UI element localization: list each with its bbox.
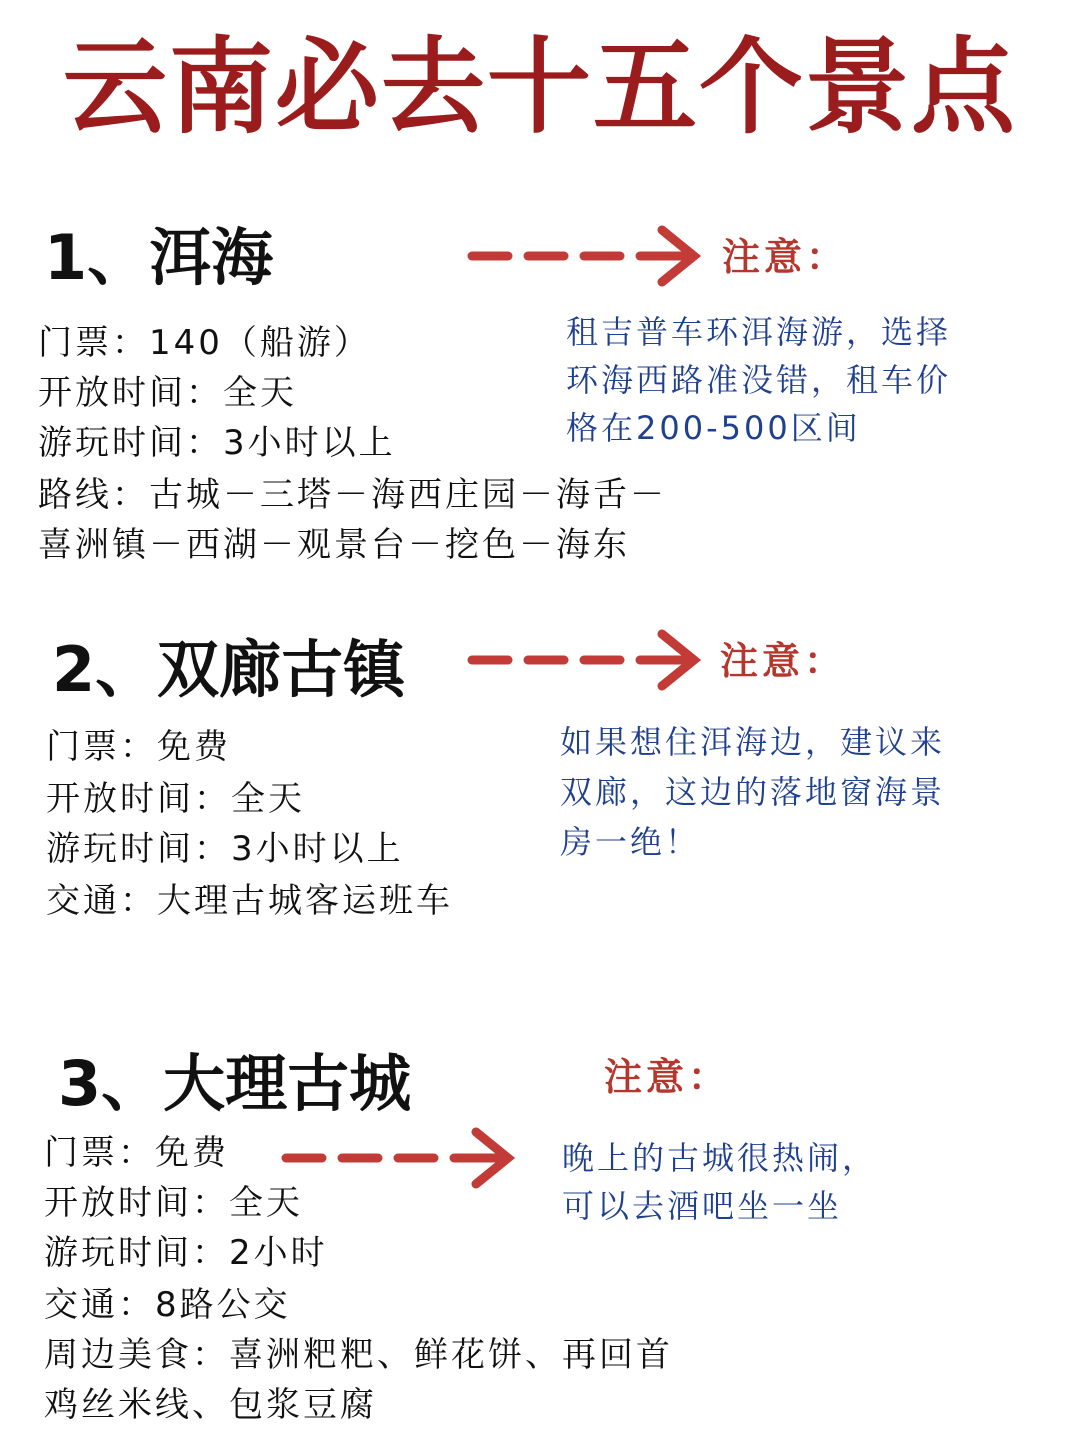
section-2-duration: 游玩时间：3小时以上 [46, 829, 404, 869]
section-1-route: 路线：古城－三塔－海西庄园－海舌－ [38, 475, 667, 515]
section-2-transport: 交通：大理古城客运班车 [46, 881, 453, 921]
section-2-note-line-3: 房一绝！ [560, 823, 701, 861]
section-2-note-line-1: 如果想住洱海边，建议来 [560, 723, 946, 761]
page-title: 云南必去十五个景点 [62, 26, 1017, 148]
section-1-ticket: 门票：140（船游） [38, 323, 371, 363]
section-3-duration: 游玩时间：2小时 [44, 1233, 328, 1273]
section-1-note-line-1: 租吉普车环洱海游，选择 [566, 313, 952, 351]
section-2-ticket: 门票：免费 [46, 727, 231, 767]
section-3-note-label: 注意： [604, 1055, 731, 1099]
section-3-ticket: 门票：免费 [44, 1133, 229, 1173]
section-1-heading: 1、洱海 [44, 221, 274, 294]
section-1-note-label: 注意： [722, 235, 849, 279]
section-2-open-hours: 开放时间：全天 [46, 779, 305, 819]
section-3-note-line-2: 可以去酒吧坐一坐 [562, 1187, 843, 1225]
section-3-note-line-1: 晚上的古城很热闹， [562, 1139, 878, 1177]
section-1-note-line-2: 环海西路准没错，租车价 [566, 361, 952, 399]
section-3-transport: 交通：8路公交 [44, 1285, 291, 1325]
section-3-food-cont: 鸡丝米线、包浆豆腐 [44, 1385, 377, 1425]
section-1-arrow-icon [466, 224, 706, 288]
section-1-open-hours: 开放时间：全天 [38, 373, 297, 413]
section-1-route-cont: 喜洲镇－西湖－观景台－挖色－海东 [38, 525, 630, 565]
section-2-note-label: 注意： [720, 639, 847, 683]
section-3-open-hours: 开放时间：全天 [44, 1183, 303, 1223]
section-3-food: 周边美食：喜洲粑粑、鲜花饼、再回首 [44, 1335, 673, 1375]
section-2-note-line-2: 双廊，这边的落地窗海景 [560, 773, 946, 811]
section-2-arrow-icon [466, 628, 706, 692]
section-1-duration: 游玩时间：3小时以上 [38, 423, 396, 463]
section-2-heading: 2、双廊古镇 [52, 633, 406, 706]
section-1-note-line-3: 格在200-500区间 [566, 409, 861, 447]
section-3-arrow-icon [280, 1126, 520, 1190]
section-3-heading: 3、大理古城 [58, 1047, 412, 1120]
